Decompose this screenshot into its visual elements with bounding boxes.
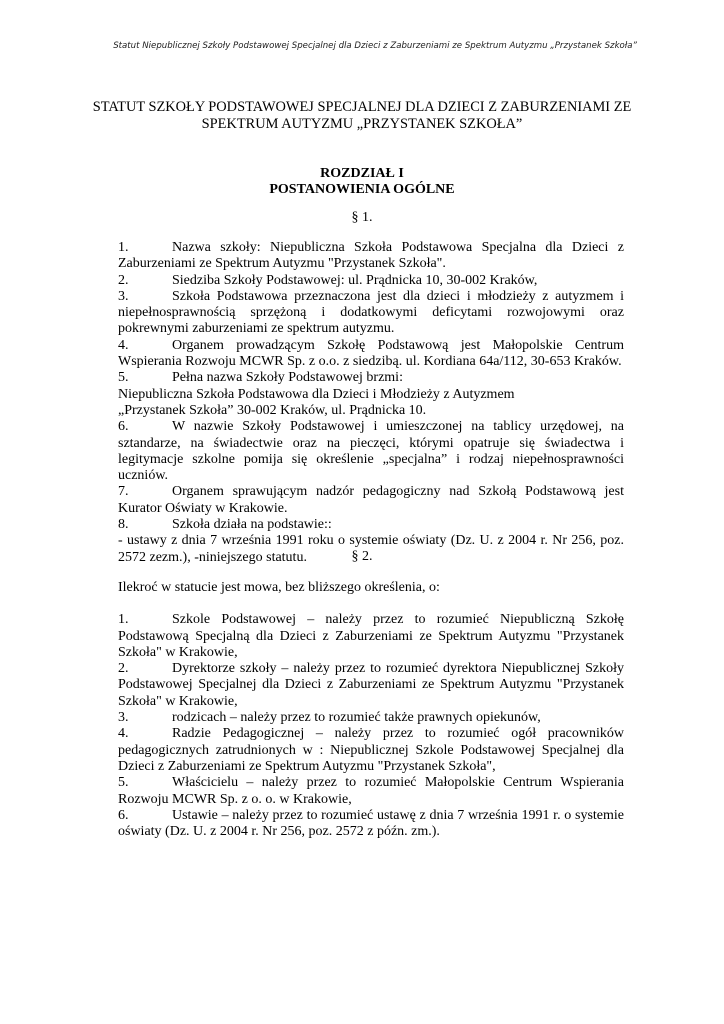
list-item: 4. Organem prowadzącym Szkołę Podstawową jest Małopolskie Centrum Wspierania Rozwoju MCWR Sp. z o.o. z siedzibą. ul. Kordiana 64a/112, 30-653 Kraków. [118, 337, 624, 370]
title-line-2: SPEKTRUM AUTYZMU „PRZYSTANEK SZKOŁA” [201, 116, 523, 132]
list-item: 4. Radzie Pedagogicznej – należy przez to rozumieć ogół pracowników pedagogicznych zatrudnionych w : Niepublicznej Szkole Podstawowej Specjalnej dla Dzieci z Zaburzeniami ze Spektrum Autyzmu "Przystanek Szkoła", [118, 726, 624, 774]
title-line-1: STATUT SZKOŁY PODSTAWOWEJ SPECJALNEJ DLA DZIECI Z ZABURZENIAMI ZE [92, 99, 632, 115]
document-title [0, 99, 724, 133]
legal-basis: - ustawy z dnia 7 września 1991 roku o systemie oświaty (Dz. U. z 2004 r. Nr 256, poz. 2572 zezm.), -niniejszego statutu. [118, 533, 624, 565]
list-item: 3. Szkoła Podstawowa przeznaczona jest dla dzieci i młodzieży z autyzmem i niepełnosprawnością sprzężoną i dodatkowymi deficytami rozwojowymi oraz pokrewnymi zaburzeniami ze spektrum autyzmu. [118, 288, 624, 337]
list-item: 5. Właścicielu – należy przez to rozumieć Małopolskie Centrum Wspierania Rozwoju MCWR Sp. z o. o. w Krakowie, [118, 775, 624, 807]
list-item: 7. Organem sprawującym nadzór pedagogiczny nad Szkołą Podstawową jest Kurator Oświaty w Krakowie. [118, 484, 624, 516]
list-item: 1. Szkole Podstawowej – należy przez to rozumieć Niepubliczną Szkołę Podstawową Specjalną dla Dzieci z Zaburzeniami ze Spektrum Autyzmu "Przystanek Szkoła" w Krakowie, [118, 612, 624, 660]
list-item: 1. Nazwa szkoły: Niepubliczna Szkoła Podstawowa Specjalna dla Dzieci z Zaburzeniami ze Spektrum Autyzmu "Przystanek Szkoła". [118, 240, 624, 272]
section-1-mark: § 1. [351, 210, 373, 225]
list-item: 5. Pełna nazwa Szkoły Podstawowej brzmi: [118, 370, 403, 386]
full-name-line: „Przystanek Szkoła” 30-002 Kraków, ul. Prądnicka 10. [118, 402, 427, 418]
chapter-heading [0, 166, 724, 198]
section-1-body [118, 240, 624, 566]
full-name-line: Niepubliczna Szkoła Podstawowa dla Dzieci i Młodzieży z Autyzmem [118, 386, 515, 402]
list-item: 8. Szkoła działa na podstawie:: [118, 517, 332, 533]
list-item: 6. W nazwie Szkoły Podstawowej i umieszczonej na tablicy urzędowej, na sztandarze, na świadectwie oraz na pieczęci, którymi opatruje się świadectwa i legitymacje szkolne pomija się określenie „specjalna” i rodzaj niepełnosprawności uczniów. [118, 419, 624, 484]
section-2-mark: § 2. [351, 549, 373, 564]
chapter-title: POSTANOWIENIA OGÓLNE [269, 182, 455, 197]
list-item: 2. Siedziba Szkoły Podstawowej: ul. Prądnicka 10, 30-002 Kraków, [118, 272, 538, 288]
section-2-body [118, 580, 624, 840]
running-header: Statut Niepublicznej Szkoły Podstawowej Specjalnej dla Dzieci z Zaburzeniami ze Spektrum Autyzmu „Przystanek Szkoła” [113, 41, 637, 51]
list-item: 3. rodzicach – należy przez to rozumieć także prawnych opiekunów, [118, 710, 541, 726]
section-2-intro: Ilekroć w statucie jest mowa, bez bliższego określenia, o: [118, 580, 440, 595]
list-item: 6. Ustawie – należy przez to rozumieć ustawę z dnia 7 września 1991 r. o systemie oświaty (Dz. U. z 2004 r. Nr 256, poz. 2572 z późn. zm.). [118, 807, 624, 840]
list-item: 2. Dyrektorze szkoły – należy przez to rozumieć dyrektora Niepublicznej Szkoły Podstawowej Specjalnej dla Dzieci z Zaburzeniami ze Spektrum Autyzmu "Przystanek Szkoła" w Krakowie, [118, 661, 624, 709]
chapter-number: ROZDZIAŁ I [320, 166, 404, 181]
